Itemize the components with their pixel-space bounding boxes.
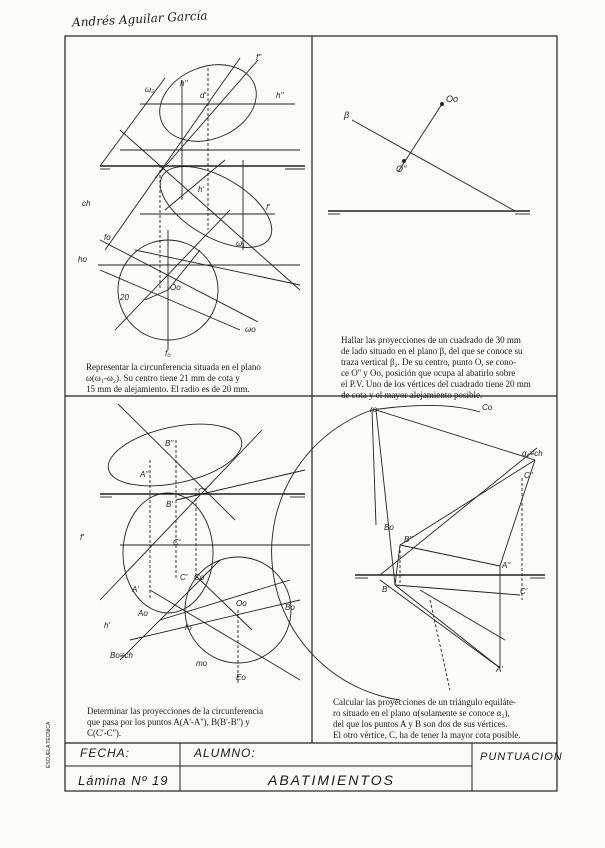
p3-trace-1 [118, 404, 235, 520]
p1-trace-ho [100, 240, 258, 322]
p4-label-B1: B' [382, 585, 389, 594]
p4-label-C1: C' [520, 587, 528, 596]
sheet-frame [65, 36, 557, 791]
p4-caption-line: ro situado en el plano α(solamente se conoce α₂), [333, 708, 510, 718]
p1-label-f1: f' [266, 203, 270, 212]
p4-trace-alpha2 [380, 448, 537, 575]
p1-label-h2: h'' [180, 79, 188, 88]
p3-caption-line: C(C'-C''). [87, 728, 122, 738]
p2-caption-line: de lado situado en el plano β, del que se conoce su [341, 346, 523, 356]
p4-label-A1: A' [496, 665, 503, 674]
sheet-title: ABATIMIENTOS [268, 772, 395, 788]
p3-label-Eo: Eo [236, 673, 246, 682]
p4-label-Co: Co [482, 403, 493, 412]
p4-caption-line: del que los puntos A y B son dos de sus vértices. [333, 719, 508, 729]
p2-caption-line: ce O'' y Oo, posición que ocupa al abatirlo sobre [341, 368, 516, 378]
score-label: PUNTUACION [480, 751, 563, 763]
panel4-caption [333, 697, 548, 741]
p1-label-w1: ω₁ [236, 239, 245, 248]
p2-label-Oo: Oo [446, 94, 459, 104]
p1-caption-line: Representar la circunferencia situada en el plano [86, 362, 261, 372]
p4-label-A2: A'' [502, 561, 511, 570]
svg-text:C': C' [173, 538, 181, 547]
p3-label-B1: B' [166, 500, 173, 509]
p3-label-h1: h' [104, 621, 110, 630]
panel1-caption [86, 362, 301, 395]
svg-text:fo: fo [185, 623, 192, 632]
p3-ellipse-vertical [103, 413, 248, 496]
panel3-drawing [100, 404, 310, 685]
student-label: ALUMNO: [194, 746, 256, 760]
p4-label-B2: B'' [404, 535, 413, 544]
p3-label-C1: C' [180, 573, 188, 582]
p4-caption-line: El otro vértice, C, ha de tener la mayor cota posible. [333, 730, 521, 740]
p3-label-Oo: Oo [236, 599, 247, 608]
panel3-caption [87, 706, 302, 739]
p3-label-C2: C'' [198, 487, 207, 496]
p1-label-20: 20 [120, 293, 129, 302]
p3-label-Co: Co [194, 573, 205, 582]
p4-caption-line: Calcular las proyecciones de un triángulo equiláte- [333, 697, 516, 707]
p4-label-C2: C'' [524, 471, 533, 480]
p1-caption-line: 15 mm de alejamiento. El radio es de 20 mm. [86, 384, 250, 394]
sheet-number: Lámina Nº 19 [78, 773, 169, 788]
p3-caption-line: que pasa por los puntos A(A'-A''), B(B'-B'') y [87, 717, 250, 727]
p3-label-Boch: Bo≡ch [110, 651, 133, 660]
panel4-drawing [272, 405, 545, 700]
p3-label-B2: B'' [165, 439, 174, 448]
p4-label-Bo: Bo [384, 523, 394, 532]
panel2-caption [341, 335, 551, 401]
author-signature: Andrés Aguilar García [71, 8, 208, 30]
p2-label-beta: β [344, 110, 350, 120]
p3-ellipse-horizontal [123, 493, 213, 613]
p3-label-A1: A' [132, 585, 139, 594]
p1-label-h1: h' [198, 185, 204, 194]
p1-label-ho: ho [78, 255, 87, 264]
p1-label-w2: ω₂ [145, 85, 155, 94]
svg-text:h'': h'' [276, 91, 284, 100]
p2-caption-line: Hallar las proyecciones de un cuadrado de 30 mm [341, 335, 521, 345]
date-label: FECHA: [80, 746, 131, 760]
p3-label-A2: A'' [140, 470, 149, 479]
panel2-drawing [328, 103, 530, 215]
p4-line-ro [376, 410, 535, 460]
p2-label-O2: O'' [396, 164, 407, 174]
svg-text:f': f' [80, 533, 84, 542]
p1-label-d2: d' [200, 91, 206, 100]
p4-label-ro: ro [370, 405, 378, 414]
p3-label-Bo: Bo [285, 603, 295, 612]
p1-label-Oo: Oo [170, 283, 181, 292]
p3-label-Ao: Ao [138, 609, 148, 618]
margin-note: ESCUELA TÉCNICA [46, 721, 52, 768]
p2-caption-line: el P.V. Uno de los vértices del cuadrado tiene 20 mm [341, 379, 531, 389]
p3-caption-line: Determinar las proyecciones de la circunferencia [87, 706, 264, 716]
p2-caption-line: de cota y el mayor alejamiento posible. [341, 390, 483, 400]
p1-trace-w2 [100, 78, 165, 166]
p4-label-alpha2: α₂≡ch [522, 449, 543, 458]
svg-text:f₀: f₀ [165, 349, 171, 358]
svg-text:fo: fo [104, 233, 111, 242]
p2-caption-line: traza vertical β₂. De su centro, punto O, se cono- [341, 357, 517, 367]
p1-caption-line: ω(ω₁-ω₂). Su centro tiene 21 mm de cota y [86, 373, 240, 383]
svg-text:ωo: ωo [245, 325, 256, 334]
p2-trace-beta2 [352, 120, 515, 211]
p1-label-f2: f'' [256, 53, 262, 62]
panel1-labels [78, 53, 284, 358]
p1-label-ch: ch [82, 199, 91, 208]
p3-label-mo: mo [196, 659, 208, 668]
